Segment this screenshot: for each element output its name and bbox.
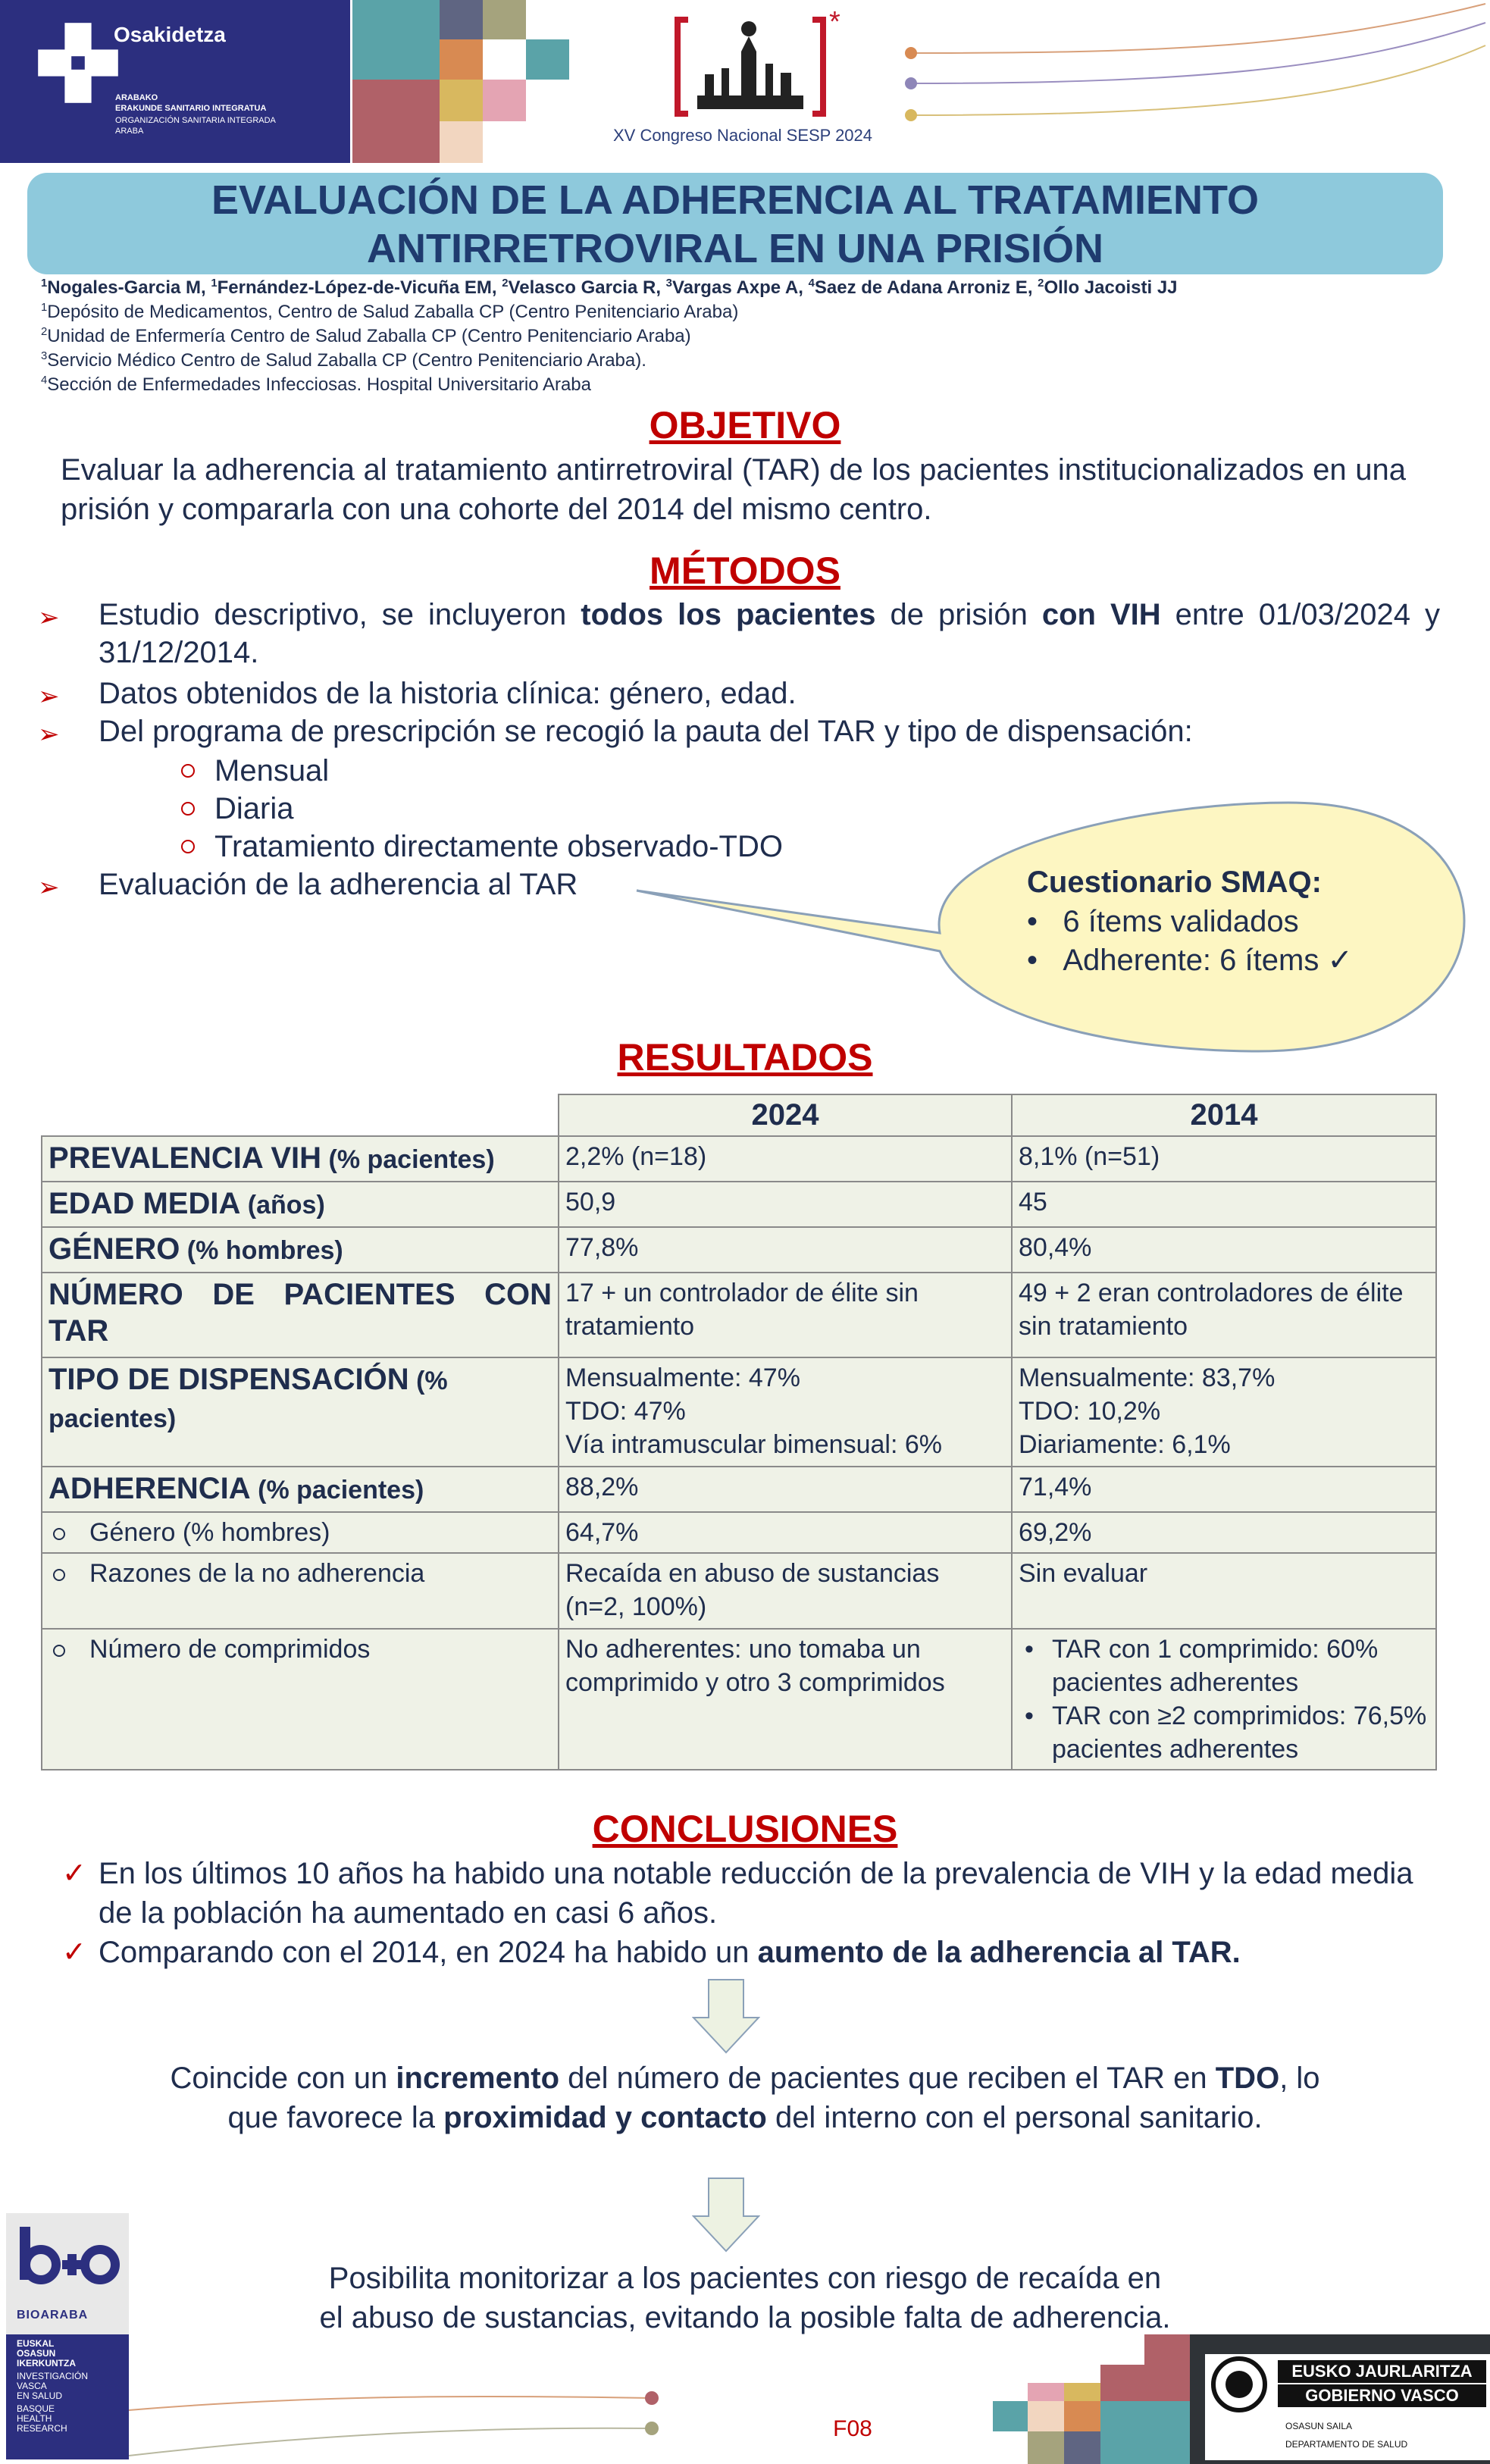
header-curves-decoration: [894, 0, 1490, 163]
text-run: GÉNERO: [49, 1232, 180, 1266]
row-label: [42, 1512, 559, 1553]
row-label: [42, 1182, 559, 1227]
text-run-bold: TDO: [1215, 2062, 1280, 2095]
table-row: [42, 1227, 1436, 1273]
gobierno-vasco-logo: [1205, 2354, 1490, 2460]
affiliation-3: [41, 350, 646, 371]
title-line-1: EVALUACIÓN DE LA ADHERENCIA AL TRATAMIENTO: [211, 177, 1259, 223]
affiliation-2: [41, 326, 691, 347]
table-row: [42, 1553, 1436, 1629]
down-arrow-icon: [692, 2177, 760, 2253]
checkmark-icon: ✓: [62, 1858, 86, 1889]
circle-bullet-icon: [181, 764, 195, 778]
table-row: [42, 1273, 1436, 1357]
table-corner: [42, 1094, 559, 1136]
text-run: Mensualmente: 83,7%: [1019, 1363, 1276, 1392]
affiliation-text: Depósito de Medicamentos, Centro de Salud Zaballa CP (Centro Penitenciario Araba): [47, 302, 739, 322]
affiliation-sup: 1: [41, 302, 48, 314]
affiliation-text: Unidad de Enfermería Centro de Salud Zaballa CP (Centro Penitenciario Araba): [47, 326, 691, 346]
text-run: VASCA: [17, 2381, 47, 2391]
gv-name-eu: EUSKO JAURLARITZA: [1278, 2360, 1486, 2383]
row-label: [42, 1357, 559, 1467]
text-run: Tratamiento directamente observado-TDO: [214, 830, 783, 863]
smaq-item-1: • 6 ítems validados: [1027, 905, 1299, 938]
table-row: [42, 1357, 1436, 1467]
affiliation-text: Sección de Enfermedades Infecciosas. Hospital Universitario Araba: [47, 374, 591, 395]
cell-2014: 45: [1012, 1182, 1436, 1227]
author-name: Fernández-López-de-Vicuña EM,: [217, 277, 502, 298]
text-run: EUSKAL: [17, 2338, 55, 2349]
text-run: Coincide con un: [170, 2062, 396, 2095]
author-sup: 3: [665, 277, 672, 290]
row-label: [42, 1553, 559, 1629]
text-run: TDO: 10,2%: [1019, 1397, 1161, 1426]
text-run: TDO: 47%: [565, 1397, 686, 1426]
objetivo-heading: OBJETIVO: [649, 404, 841, 446]
conclusion-item-2: [62, 1933, 1426, 1972]
table-header-row: [42, 1094, 1436, 1136]
arrow-bullet-icon: ➢: [38, 682, 60, 711]
cell-2024: No adherentes: uno tomaba un comprimido y otro 3 comprimidos: [559, 1629, 1012, 1770]
text-run: Vía intramuscular bimensual: 6%: [565, 1430, 943, 1459]
row-label: [42, 1467, 559, 1512]
congress-asterisk: *: [829, 6, 840, 38]
bioaraba-text: [17, 2339, 88, 2434]
text-run: , lo que favorece la: [227, 2062, 1320, 2134]
text-run: Mensual: [214, 754, 330, 787]
arrow-bullet-icon: ➢: [38, 873, 60, 902]
author-name: Velasco Garcia R,: [508, 277, 666, 298]
author-sup: 1: [41, 277, 48, 290]
metodos-item-3: [38, 712, 1440, 750]
affiliation-sup: 4: [41, 374, 48, 387]
table-row: [42, 1512, 1436, 1553]
text-run: entre 01/03/2024 y 31/12/2014.: [99, 598, 1440, 669]
text-run: (% hombres): [180, 1236, 343, 1265]
metodos-item-2: [38, 675, 1440, 712]
table-row: [42, 1467, 1436, 1512]
text-run: de prisión: [875, 598, 1042, 631]
conclusion-item-1: [62, 1854, 1426, 1933]
text-run: (% pacientes): [49, 1367, 448, 1433]
congress-name: XV Congreso Nacional SESP 2024: [612, 126, 873, 145]
text-run: Diaria: [214, 792, 294, 825]
bullet-text: • TAR con 1 comprimido: 60% pacientes adherentes: [1019, 1633, 1429, 1699]
text-run: RESEARCH: [17, 2423, 67, 2434]
text-run: ADHERENCIA: [49, 1472, 251, 1505]
column-header-2014: 2014: [1012, 1094, 1436, 1136]
text-run: Evaluación de la adherencia al TAR: [99, 868, 578, 901]
text-run: Comparando con el 2014, en 2024 ha habido un: [99, 1936, 758, 1969]
text-run: Datos obtenidos de la historia clínica: género, edad.: [99, 677, 797, 710]
metodos-item-1: [38, 596, 1440, 672]
table-row: [42, 1629, 1436, 1770]
gv-dept-eu: OSASUN SAILA: [1285, 2421, 1353, 2431]
circle-bullet-icon: [181, 802, 195, 816]
row-label: [42, 1227, 559, 1273]
text-run: PREVALENCIA VIH: [49, 1141, 322, 1175]
checkmark-icon: ✓: [62, 1936, 86, 1968]
objetivo-text: Evaluar la adherencia al tratamiento antirretroviral (TAR) de los pacientes institucionalizados en una prisión y compararla con una cohorte del 2014 del mismo centro.: [61, 453, 1406, 526]
cell-2014: 80,4%: [1012, 1227, 1436, 1273]
metodos-heading: MÉTODOS: [650, 549, 840, 592]
author-name: Nogales-Garcia M,: [47, 277, 211, 298]
text-run-bold: con VIH: [1041, 598, 1161, 631]
text-run: Del programa de prescripción se recogió la pauta del TAR y tipo de dispensación:: [99, 715, 1193, 748]
text-run: Género (% hombres): [89, 1518, 330, 1547]
text-run: NÚMERO DE PACIENTES CON TAR: [49, 1278, 552, 1348]
cell-2024: 17 + un controlador de élite sin tratamiento: [559, 1273, 1012, 1357]
footer-curves-decoration: [129, 2365, 675, 2464]
author-list: [41, 277, 1451, 299]
bioaraba-label: BIOARABA: [17, 2309, 89, 2322]
cell-2024: 50,9: [559, 1182, 1012, 1227]
cell-2014: [1012, 1357, 1436, 1467]
text-run: Razones de la no adherencia: [89, 1559, 425, 1588]
affiliation-4: [41, 374, 591, 396]
down-arrow-icon: [692, 1978, 760, 2054]
arrow-bullet-icon: ➢: [38, 603, 60, 632]
cell-2014: Sin evaluar: [1012, 1553, 1436, 1629]
cell-2024: Recaída en abuso de sustancias (n=2, 100%): [559, 1553, 1012, 1629]
text-run: del número de pacientes que reciben el TAR en: [559, 2062, 1216, 2095]
poster-code: F08: [833, 2416, 872, 2441]
osakidetza-logo-icon: [36, 21, 120, 105]
circle-bullet-icon: [53, 1528, 65, 1540]
cell-2024: 2,2% (n=18): [559, 1136, 1012, 1182]
coat-of-arms-icon: [1205, 2354, 1273, 2415]
text-run: TIPO DE DISPENSACIÓN: [49, 1363, 409, 1396]
circle-bullet-icon: [53, 1569, 65, 1581]
osakidetza-name: Osakidetza: [114, 23, 226, 46]
text-run: 6 ítems validados: [1063, 905, 1299, 938]
org-line-3: ORGANIZACIÓN SANITARIA INTEGRADA: [115, 116, 276, 125]
cell-2014: 69,2%: [1012, 1512, 1436, 1553]
row-label: [42, 1629, 559, 1770]
circle-bullet-icon: [181, 840, 195, 853]
text-run: (% pacientes): [321, 1145, 495, 1174]
author-sup: 1: [211, 277, 218, 290]
author-name: Vargas Axpe A,: [671, 277, 809, 298]
bioaraba-logo-icon: [14, 2221, 121, 2289]
org-line-1: ARABAKO: [115, 93, 158, 102]
metodos-subitem-diaria: [214, 790, 293, 828]
conclusiones-heading: CONCLUSIONES: [592, 1808, 898, 1850]
table-row: [42, 1182, 1436, 1227]
cell-2014: 8,1% (n=51): [1012, 1136, 1436, 1182]
author-sup: 2: [1038, 277, 1044, 290]
row-label: [42, 1273, 559, 1357]
metodos-item-4: [38, 866, 705, 903]
title-line-2: ANTIRRETROVIRAL EN UNA PRISIÓN: [366, 226, 1104, 271]
cell-2024: 77,8%: [559, 1227, 1012, 1273]
text-run: Número de comprimidos: [89, 1635, 371, 1664]
text-run: BASQUE: [17, 2403, 55, 2414]
author-name: Ollo Jacoisti JJ: [1044, 277, 1178, 298]
cell-2014: 49 + 2 eran controladores de élite sin tratamiento: [1012, 1273, 1436, 1357]
text-run: OSASUN: [17, 2348, 56, 2359]
congress-logo-icon: [675, 14, 826, 120]
conclusion-paragraph-1: [167, 2059, 1323, 2137]
author-sup: 2: [502, 277, 509, 290]
text-run: Mensualmente: 47%: [565, 1363, 800, 1392]
text-run: (años): [240, 1191, 325, 1219]
org-line-2: ERAKUNDE SANITARIO INTEGRATUA: [115, 104, 267, 113]
cell-2024: 88,2%: [559, 1467, 1012, 1512]
resultados-heading: RESULTADOS: [617, 1036, 873, 1079]
affiliation-sup: 2: [41, 326, 48, 338]
author-sup: 4: [808, 277, 815, 290]
org-line-4: ARABA: [115, 127, 144, 136]
smaq-title: Cuestionario SMAQ:: [1027, 866, 1322, 899]
text-run-bold: proximidad y contacto: [443, 2101, 767, 2134]
gv-dept-es: DEPARTAMENTO DE SALUD: [1285, 2439, 1408, 2450]
affiliation-1: [41, 302, 738, 323]
text-run: Adherente: 6 ítems ✓: [1063, 944, 1353, 977]
text-run: IKERKUNTZA: [17, 2358, 76, 2369]
cell-2024: 64,7%: [559, 1512, 1012, 1553]
row-label: [42, 1136, 559, 1182]
text-run-bold: aumento de la adherencia al TAR.: [757, 1936, 1241, 1969]
table-row: [42, 1136, 1436, 1182]
arrow-bullet-icon: ➢: [38, 720, 60, 749]
cell-2024: [559, 1357, 1012, 1467]
text-run: En los últimos 10 años ha habido una notable reducción de la prevalencia de VIH y la edad media de la población ha aumentado en casi 6 años.: [99, 1857, 1413, 1930]
gv-name-es: GOBIERNO VASCO: [1278, 2384, 1486, 2407]
poster-title: [27, 173, 1443, 274]
affiliation-sup: 3: [41, 350, 48, 362]
smaq-item-2: • Adherente: 6 ítems ✓: [1027, 944, 1353, 977]
conclusion-paragraph-2: Posibilita monitorizar a los pacientes con riesgo de recaída en el abuso de sustancias, evitando la posible falta de adherencia.: [319, 2262, 1171, 2334]
text-run: EN SALUD: [17, 2390, 63, 2401]
bullet-text: • TAR con ≥2 comprimidos: 76,5% pacientes adherentes: [1019, 1699, 1429, 1766]
text-run: (% pacientes): [250, 1476, 424, 1504]
text-run-bold: incremento: [396, 2062, 560, 2095]
text-run: del interno con el personal sanitario.: [766, 2101, 1263, 2134]
text-run: INVESTIGACIÓN: [17, 2371, 89, 2381]
cell-2014: [1012, 1629, 1436, 1770]
column-header-2024: 2024: [559, 1094, 1012, 1136]
text-run: HEALTH: [17, 2413, 52, 2424]
circle-bullet-icon: [53, 1645, 65, 1657]
affiliation-text: Servicio Médico Centro de Salud Zaballa CP (Centro Penitenciario Araba).: [47, 350, 646, 371]
metodos-subitem-mensual: [214, 752, 329, 790]
results-table: [41, 1094, 1437, 1771]
author-name: Saez de Adana Arroniz E,: [814, 277, 1038, 298]
text-run: Estudio descriptivo, se incluyeron: [99, 598, 581, 631]
cell-2014: 71,4%: [1012, 1467, 1436, 1512]
text-run-bold: todos los pacientes: [581, 598, 876, 631]
text-run: Diariamente: 6,1%: [1019, 1430, 1231, 1459]
text-run: EDAD MEDIA: [49, 1187, 241, 1220]
